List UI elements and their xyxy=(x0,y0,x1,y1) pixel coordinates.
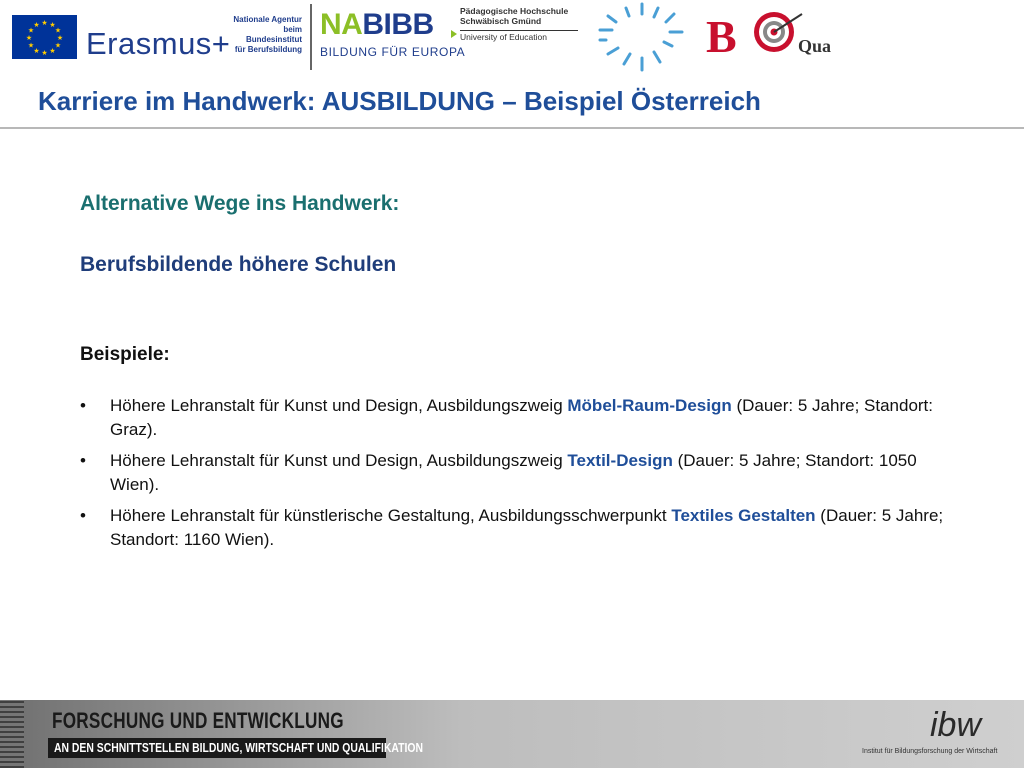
svg-text:★: ★ xyxy=(56,34,64,42)
ibw-subtitle: Institut für Bildungsforschung der Wirtschaft xyxy=(862,748,998,755)
svg-text:★: ★ xyxy=(25,34,33,42)
subtitle-vocational-schools: Berufsbildende höhere Schulen xyxy=(80,253,397,276)
svg-text:★: ★ xyxy=(41,49,48,57)
national-agency-line-2: beim Bundesinstitut xyxy=(246,25,302,44)
bullet-icon: • xyxy=(80,451,86,470)
svg-text:★: ★ xyxy=(27,26,35,35)
nabibb-subtitle: BILDUNG FÜR EUROPA xyxy=(320,45,466,59)
nabibb-bibb: BIBB xyxy=(362,8,434,41)
list-item xyxy=(80,449,950,497)
svg-text:★: ★ xyxy=(49,47,56,55)
list-item-prefix: Höhere Lehranstalt für Kunst und Design, Ausbildungszweig xyxy=(110,396,568,415)
ibw-logo: ibw xyxy=(930,706,982,744)
list-item-suffix: (Dauer: 5 Jahre; Standort: 1050 Wien). xyxy=(110,451,917,494)
svg-text:★: ★ xyxy=(33,21,40,29)
svg-text:★: ★ xyxy=(41,19,48,27)
list-item-highlight: Textil-Design xyxy=(567,451,673,470)
ph-logo-name xyxy=(460,6,568,26)
footer-title: FORSCHUNG UND ENTWICKLUNG xyxy=(52,708,344,733)
bullet-icon: • xyxy=(80,506,86,525)
subtitle-alternative-paths: Alternative Wege ins Handwerk: xyxy=(80,192,400,215)
boqua-qua: Qua xyxy=(798,36,832,56)
slide-title: Karriere im Handwerk: AUSBILDUNG – Beispiel Österreich xyxy=(38,86,761,116)
boqua-logo xyxy=(706,10,846,65)
national-agency-line-3: für Berufsbildung xyxy=(234,45,302,54)
eu-flag-icon xyxy=(12,15,77,59)
examples-list xyxy=(80,394,950,559)
svg-text:★: ★ xyxy=(54,41,62,50)
list-item xyxy=(80,504,950,552)
list-item-highlight: Möbel-Raum-Design xyxy=(567,396,732,415)
svg-text:★: ★ xyxy=(33,47,40,55)
svg-text:★: ★ xyxy=(49,21,56,29)
ph-logo-rule xyxy=(460,30,578,31)
ph-arrow-icon xyxy=(451,30,457,38)
ph-name-line-1: Pädagogische Hochschule xyxy=(460,6,569,16)
list-item-prefix: Höhere Lehranstalt für künstlerische Gestaltung, Ausbildungsschwerpunkt xyxy=(110,506,672,525)
footer-subtitle: AN DEN SCHNITTSTELLEN BILDUNG, WIRTSCHAFT UND QUALIFIKATION xyxy=(54,740,423,755)
svg-text:★: ★ xyxy=(54,26,62,35)
examples-heading: Beispiele: xyxy=(80,344,170,365)
ph-name-line-2: Schwäbisch Gmünd xyxy=(460,16,542,26)
title-divider xyxy=(0,127,1024,129)
sunburst-logo-icon xyxy=(596,2,686,79)
list-item-prefix: Höhere Lehranstalt für Kunst und Design, Ausbildungszweig xyxy=(110,451,568,470)
footer-texture xyxy=(0,700,24,768)
list-item-suffix: (Dauer: 5 Jahre; Standort: 1160 Wien). xyxy=(110,506,944,549)
list-item xyxy=(80,394,950,442)
erasmus-plus-logo: Erasmus+ xyxy=(86,26,231,61)
ph-logo-subtitle: University of Education xyxy=(460,32,547,42)
list-item-highlight: Textiles Gestalten xyxy=(671,506,816,525)
national-agency-logo xyxy=(230,15,302,55)
list-item-suffix: (Dauer: 5 Jahre; Standort: Graz). xyxy=(110,396,934,439)
logo-divider xyxy=(310,4,312,70)
boqua-b: B xyxy=(706,11,737,60)
svg-text:★: ★ xyxy=(27,41,35,50)
nabibb-logo xyxy=(320,10,434,40)
bullet-icon: • xyxy=(80,396,86,415)
nabibb-na: NA xyxy=(320,8,363,41)
national-agency-line-1: Nationale Agentur xyxy=(233,15,302,24)
